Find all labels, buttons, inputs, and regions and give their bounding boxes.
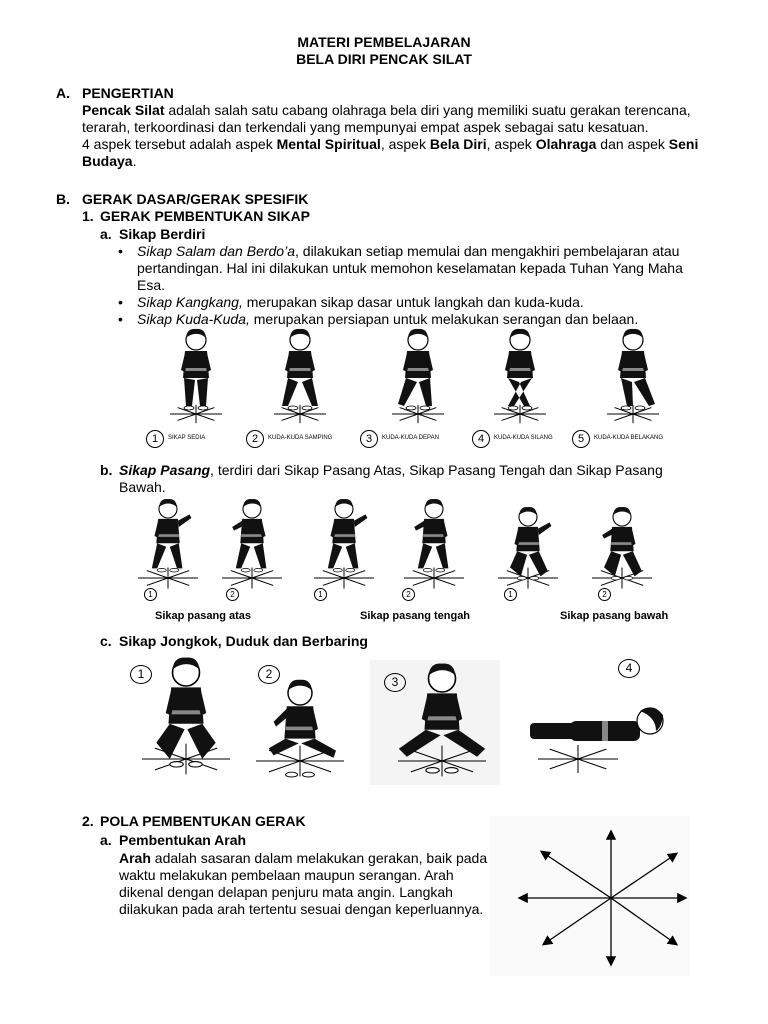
sikap-pasang-numbers (118, 586, 688, 606)
subsection-2-heading: POLA PEMBENTUKAN GERAK (100, 813, 306, 829)
pose-number: 2 (402, 588, 415, 601)
jongkok-numbers (122, 655, 682, 695)
pose-number: 2 (226, 588, 239, 601)
silat-figure (510, 507, 551, 580)
silat-figure (282, 329, 318, 410)
subsection-2-number: 2. (82, 813, 94, 829)
silat-figure (328, 499, 368, 572)
item-b-letter: b. (100, 462, 113, 478)
pose-number: 2 (598, 588, 611, 601)
pose-number: 1 (314, 588, 327, 601)
silat-figure (505, 329, 535, 410)
doc-title-line2: BELA DIRI PENCAK SILAT (296, 51, 472, 67)
caption-pasang-atas: Sikap pasang atas (155, 610, 251, 622)
item-a-letter: a. (100, 226, 112, 242)
item-a-title: Sikap Berdiri (119, 226, 206, 242)
pose-number: 1 (504, 588, 517, 601)
silat-figure (618, 329, 655, 410)
silat-figure-lying (530, 708, 663, 741)
section-a-heading: PENGERTIAN (82, 85, 174, 101)
section-b-heading: GERAK DASAR/GERAK SPESIFIK (82, 191, 309, 207)
pose-number: 4 (618, 659, 640, 678)
silat-figure (232, 499, 266, 572)
item-b-paragraph: Sikap Pasang, terdiri dari Sikap Pasang Atas, Sikap Pasang Tengah dan Sikap Pasang Bawah. (119, 462, 663, 495)
bullet-list (118, 243, 714, 328)
section-a-letter: A. (56, 85, 70, 101)
caption-pasang-tengah: Sikap pasang tengah (360, 610, 471, 622)
pose-number: 3 (384, 673, 406, 692)
silat-figure (181, 329, 211, 410)
bullet-item: • Sikap Kuda-Kuda, merupakan persiapan untuk melakukan serangan dan belaan. (118, 311, 639, 327)
silat-figure (414, 499, 448, 572)
bullet-item: • Sikap Kangkang, merupakan sikap dasar untuk langkah dan kuda-kuda. (118, 294, 584, 310)
item-a2-title: Pembentukan Arah (119, 832, 247, 848)
pose-number: 1 (144, 588, 157, 601)
subsection-1-number: 1. (82, 208, 94, 224)
pose-number: 2 (258, 665, 280, 684)
eight-direction-compass (490, 816, 690, 976)
item-c-title: Sikap Jongkok, Duduk dan Berbaring (119, 633, 368, 649)
bullet-item: • Sikap Salam dan Berdo’a, dilakukan setiap memulai dan mengakhiri pembelajaran atau pertandingan. Hal ini dilakukan untuk memohon keselamatan kepada Tuhan Yang Maha Esa. (118, 243, 683, 293)
item-c-letter: c. (100, 633, 112, 649)
item-a2-letter: a. (100, 832, 112, 848)
caption-pasang-bawah: Sikap pasang bawah (560, 610, 669, 622)
silat-figure (398, 329, 433, 410)
arah-paragraph: Arah adalah sasaran dalam melakukan gerakan, baik pada waktu melakukan pembelaan maupun serangan. Arah dikenal dengan delapan penjuru mata angin. Langkah dilakukan pada arah tertentu sesuai dengan keperluannya. (119, 850, 488, 917)
section-a-paragraph: Pencak Silat adalah salah satu cabang olahraga bela diri yang memiliki suatu gerakan terencana, terarah, terkoordinasi dan terkendali yang mempunyai empat aspek sebagai satu kesatuan. 4 aspek tersebut adalah aspek Mental Spiritual, aspek Bela Diri, aspek Olahraga dan aspek Seni Budaya. (82, 102, 699, 169)
doc-title-line1: MATERI PEMBELAJARAN (297, 34, 471, 50)
silat-figure (152, 499, 192, 572)
subsection-1-heading: GERAK PEMBENTUKAN SIKAP (100, 208, 311, 224)
section-b-letter: B. (56, 191, 70, 207)
standing-stances-labels: 1 SIKAP SEDIA 2 KUDA-KUDA SAMPING 3 KUDA-KUDA DEPAN 4 KUDA-KUDA SILANG 5 KUDA-KUDA BELAKANG (140, 428, 680, 452)
pose-number: 1 (130, 665, 152, 684)
